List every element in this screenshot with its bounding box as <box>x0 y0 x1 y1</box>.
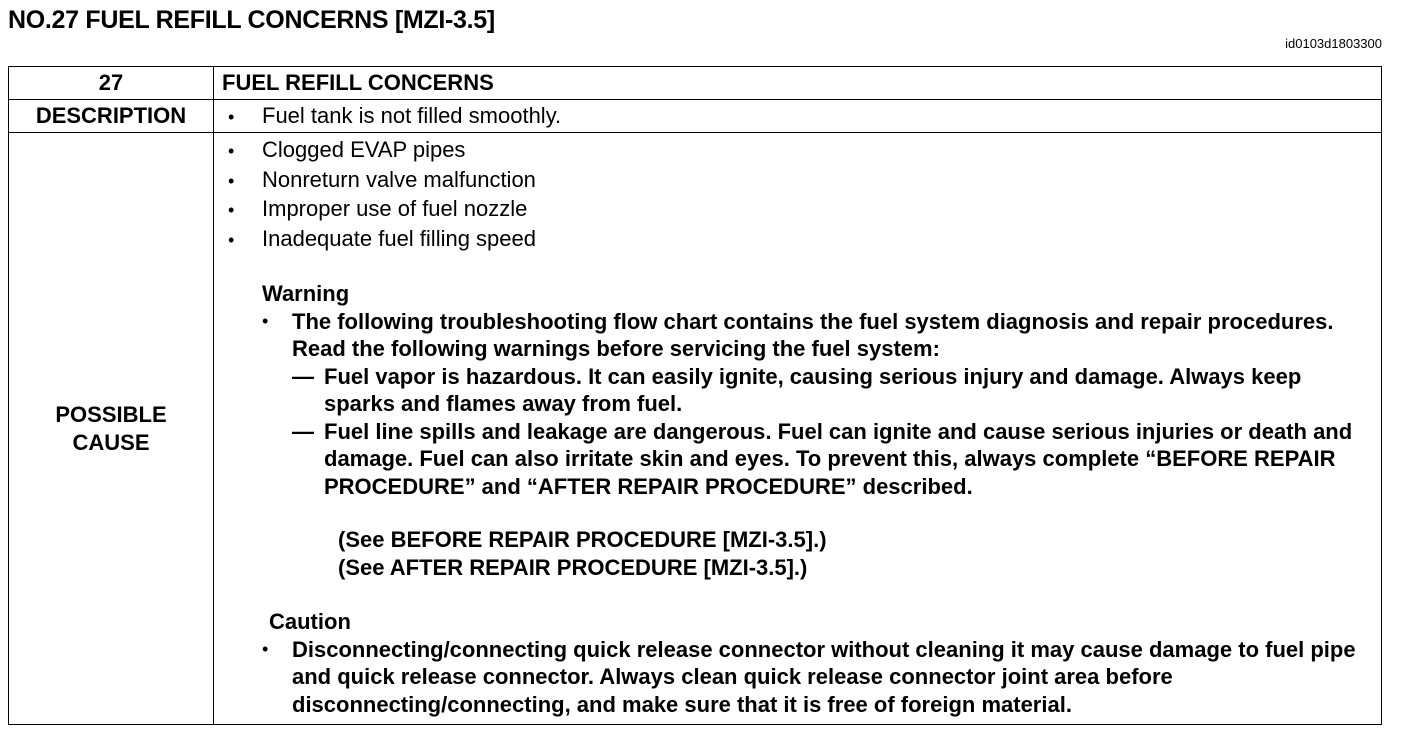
troubleshooting-table <box>8 66 1382 725</box>
cause-item-text: Improper use of fuel nozzle <box>262 196 528 221</box>
warning-subitem <box>292 363 1371 418</box>
document-id-code: id0103d1803300 <box>1285 36 1382 51</box>
list-item <box>228 195 1371 225</box>
warning-item <box>262 308 1371 363</box>
list-item <box>228 136 1371 166</box>
caution-text: Disconnecting/connecting quick release connector without cleaning it may cause damage to fuel pipe and quick release connector. Always clean quick release connector joint area before disconnecting/connecting, and make sure that it is free of foreign material. <box>292 636 1356 717</box>
warning-subitem-text: Fuel line spills and leakage are dangerous. Fuel can ignite and cause serious injuries or death and damage. Fuel can also irritate skin and eyes. To prevent this, always complete “BEFORE REPAIR PROCEDURE” and “AFTER REPAIR PROCEDURE” described. <box>324 418 1353 499</box>
bullet-icon: • <box>228 229 235 250</box>
cause-item-text: Nonreturn valve malfunction <box>262 166 536 192</box>
warning-subitem <box>292 418 1371 501</box>
bullet-icon: • <box>228 141 235 161</box>
description-cell <box>214 100 1382 133</box>
bullet-icon: • <box>262 310 269 331</box>
caution-heading: Caution <box>269 609 351 634</box>
description-item <box>228 103 1381 129</box>
caution-item <box>262 636 1371 719</box>
cause-item-text: Inadequate fuel filling speed <box>262 225 536 251</box>
possible-cause-label-line2: CAUSE <box>72 429 150 455</box>
see-after-repair-link[interactable]: (See AFTER REPAIR PROCEDURE [MZI-3.5].) <box>338 554 808 580</box>
dash-icon: — <box>292 418 314 444</box>
possible-cause-row <box>9 133 1382 725</box>
bullet-icon: • <box>228 170 235 191</box>
page-title: NO.27 FUEL REFILL CONCERNS [MZI-3.5] <box>8 6 495 34</box>
cause-list <box>228 136 1371 254</box>
description-text: Fuel tank is not filled smoothly. <box>262 103 562 128</box>
bullet-icon: • <box>228 200 235 220</box>
see-references <box>338 526 1371 581</box>
bullet-icon: • <box>228 107 235 127</box>
possible-cause-label <box>9 133 214 725</box>
procedure-number: 27 <box>9 67 214 100</box>
possible-cause-cell <box>214 133 1382 725</box>
description-row <box>9 100 1382 133</box>
dash-icon: — <box>292 363 314 389</box>
warning-text: The following troubleshooting flow chart contains the fuel system diagnosis and repair procedures. Read the following warnings before servicing the fuel system: <box>292 308 1334 361</box>
possible-cause-label-line1: POSSIBLE <box>55 401 167 427</box>
list-item <box>228 166 1371 196</box>
see-before-repair-link[interactable]: (See BEFORE REPAIR PROCEDURE [MZI-3.5].) <box>338 527 827 552</box>
warning-subitem-text: Fuel vapor is hazardous. It can easily ignite, causing serious injury and damage. Always keep sparks and flames away from fuel. <box>324 363 1302 416</box>
list-item <box>228 225 1371 255</box>
bullet-icon: • <box>262 638 269 659</box>
procedure-title: FUEL REFILL CONCERNS <box>214 67 1382 100</box>
description-label: DESCRIPTION <box>9 100 214 133</box>
warning-heading: Warning <box>262 281 350 306</box>
table-header-row <box>9 67 1382 100</box>
cause-item-text: Clogged EVAP pipes <box>262 137 466 162</box>
